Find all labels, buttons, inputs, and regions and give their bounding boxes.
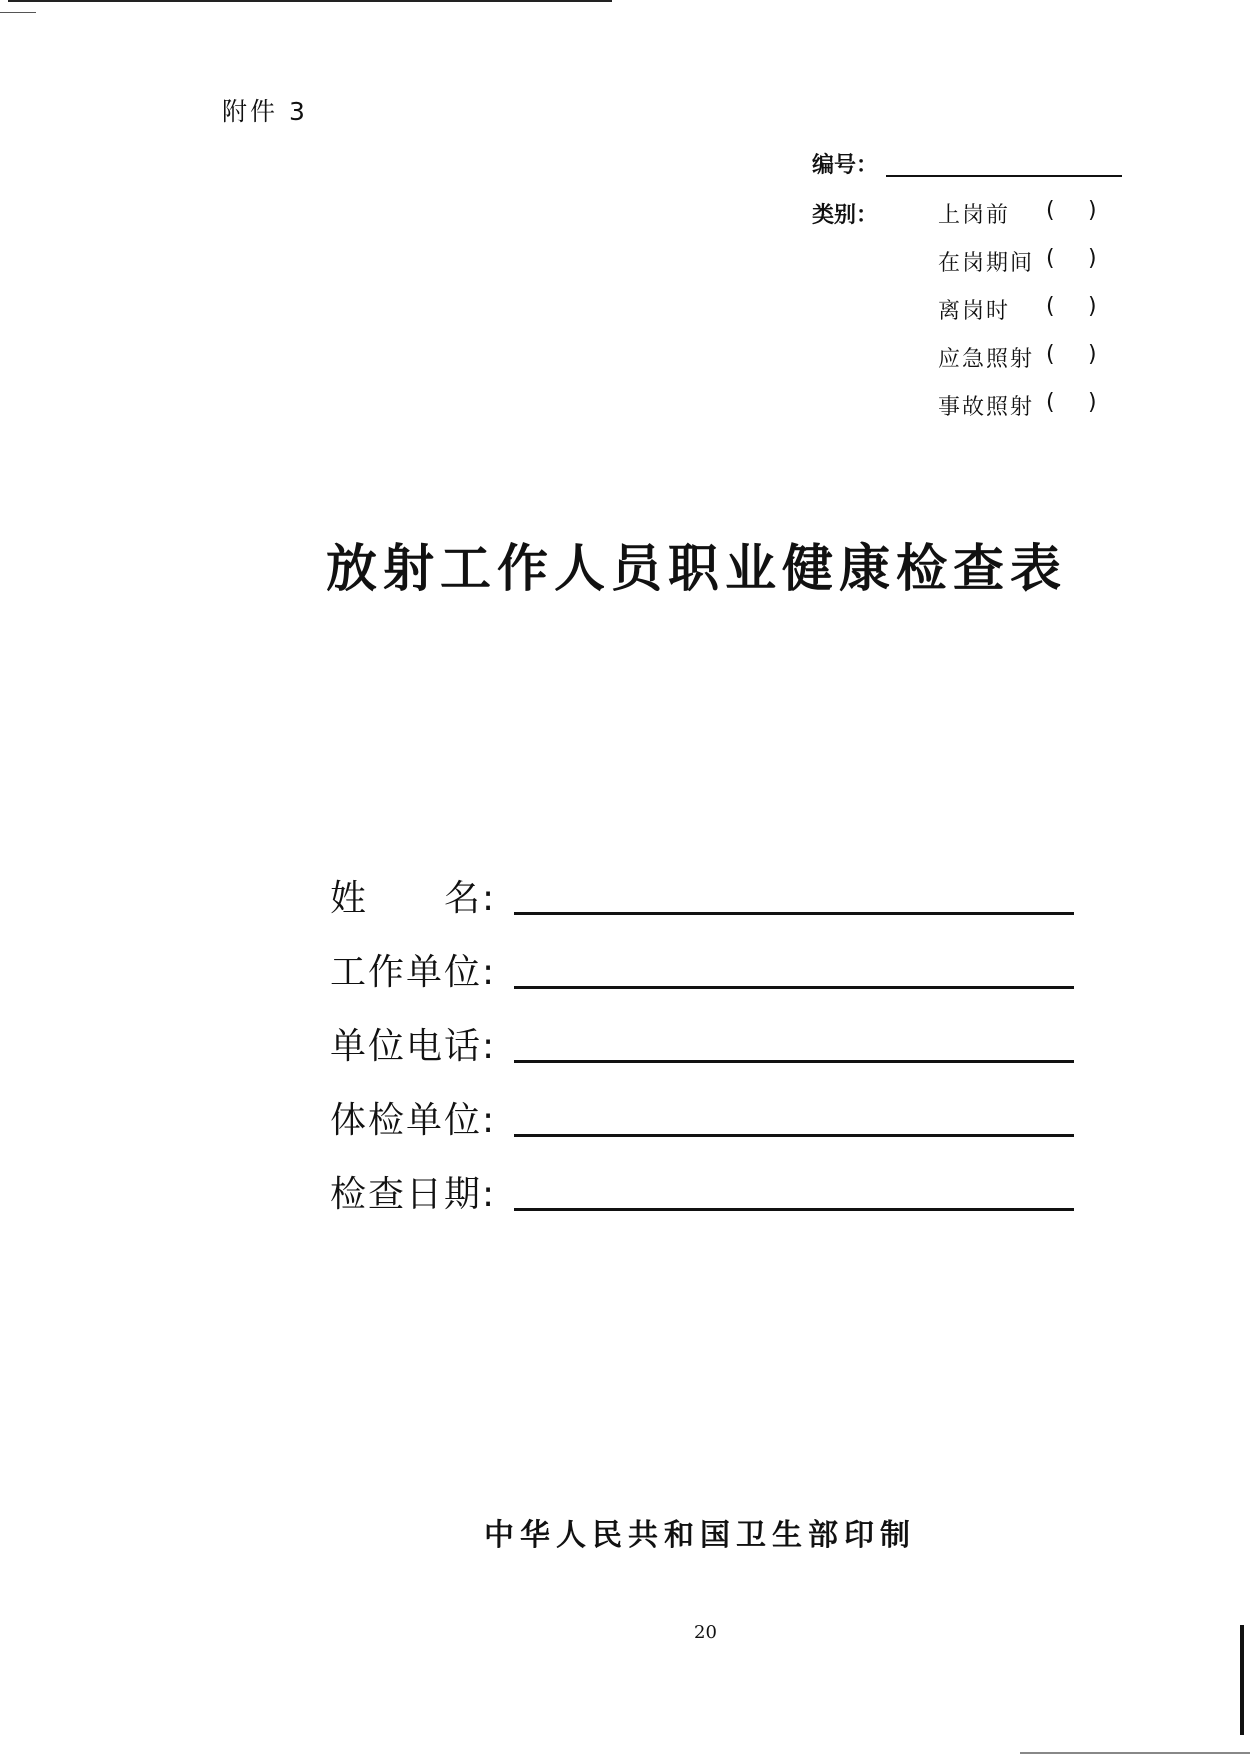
field-label-exam-date: 检查日期: [330, 1174, 497, 1215]
page-title: 放射工作人员职业健康检查表 [326, 540, 1068, 599]
checkbox-open-paren[interactable]: ( [1046, 198, 1057, 223]
category-option-accident-exposure [938, 390, 1099, 421]
checkbox-close-paren: ) [1088, 390, 1099, 415]
category-option-pre-employment [938, 198, 1099, 229]
checkbox-close-paren: ) [1088, 294, 1099, 319]
exam-date-field[interactable] [514, 1208, 1074, 1211]
category-option-label: 事故照射 [938, 395, 1035, 420]
checkbox-open-paren[interactable]: ( [1046, 342, 1057, 367]
field-row-exam-date [330, 1166, 1080, 1216]
field-label-unit-phone: 单位电话: [330, 1026, 497, 1067]
field-label-work-unit: 工作单位: [330, 952, 497, 993]
scan-artifact-bottom-edge [1020, 1752, 1250, 1754]
category-option-label: 在岗期间 [938, 251, 1035, 276]
work-unit-field[interactable] [514, 986, 1074, 989]
field-label-exam-unit: 体检单位: [330, 1100, 497, 1141]
category-option-label: 离岗时 [938, 299, 1011, 324]
category-label: 类别： [812, 203, 879, 228]
exam-unit-field[interactable] [514, 1134, 1074, 1137]
category-option-during-employment [938, 246, 1099, 277]
checkbox-close-paren: ) [1088, 198, 1099, 223]
field-label-name: 姓 名: [330, 878, 497, 919]
category-option-label: 上岗前 [938, 203, 1011, 228]
serial-number-blank-line[interactable] [886, 175, 1122, 177]
field-row-exam-unit [330, 1092, 1080, 1142]
serial-number-label: 编号： [812, 153, 879, 178]
checkbox-close-paren: ) [1088, 246, 1099, 271]
page-number: 20 [694, 1622, 717, 1643]
category-option-leaving-post [938, 294, 1099, 325]
category-option-label: 应急照射 [938, 347, 1035, 372]
scan-artifact-top-left-mark [0, 12, 36, 13]
checkbox-open-paren[interactable]: ( [1046, 294, 1057, 319]
scan-artifact-right-edge [1240, 1625, 1244, 1735]
field-row-work-unit [330, 944, 1080, 994]
unit-phone-field[interactable] [514, 1060, 1074, 1063]
checkbox-close-paren: ) [1088, 342, 1099, 367]
field-row-name [330, 870, 1080, 920]
checkbox-open-paren[interactable]: ( [1046, 390, 1057, 415]
field-row-unit-phone [330, 1018, 1080, 1068]
scan-artifact-top-line [8, 0, 612, 2]
category-option-emergency-exposure [938, 342, 1099, 373]
name-field[interactable] [514, 912, 1074, 915]
checkbox-open-paren[interactable]: ( [1046, 246, 1057, 271]
footer-issuer: 中华人民共和国卫生部印制 [484, 1518, 916, 1553]
attachment-label: 附件 3 [222, 97, 308, 126]
